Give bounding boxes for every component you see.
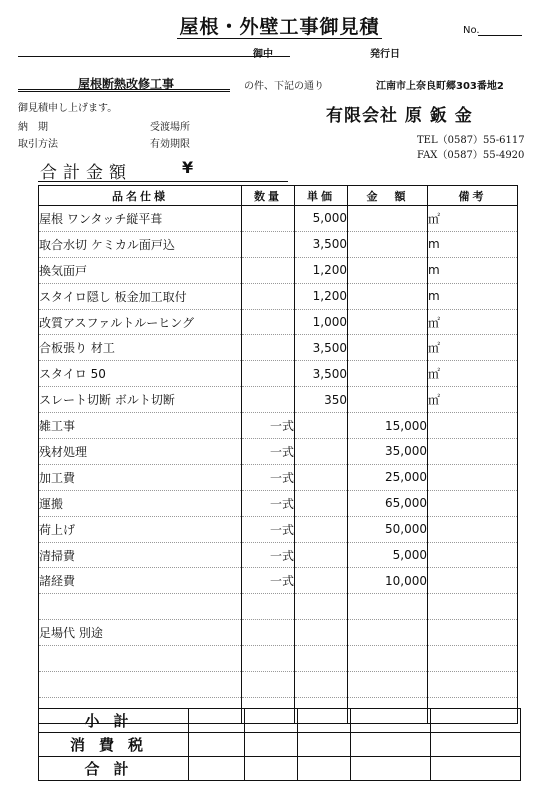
cell-price[interactable]: 3,500 (295, 231, 348, 257)
document-title: 屋根・外壁工事御見積 (179, 16, 380, 38)
table-row (39, 283, 518, 309)
cell-qty[interactable] (242, 309, 295, 335)
cell-price[interactable] (295, 542, 348, 568)
cell-name[interactable]: スタイロ 50 (39, 361, 242, 387)
cell-note[interactable] (428, 568, 518, 594)
subtotal-label: 小計 (39, 709, 189, 733)
table-row (39, 257, 518, 283)
cell-amount[interactable]: 10,000 (348, 568, 428, 594)
recipient-line[interactable] (18, 56, 290, 57)
cell-note[interactable] (428, 464, 518, 490)
cell-qty[interactable]: 一式 (242, 413, 295, 439)
table-row (39, 646, 518, 672)
cell-note[interactable]: ㎡ (428, 387, 518, 413)
total-amount-label: 合計金額 (40, 163, 132, 183)
cell-name[interactable]: 運搬 (39, 490, 242, 516)
subject-text: 屋根断熱改修工事 (78, 77, 175, 91)
cell-name[interactable] (39, 594, 242, 620)
cell-qty[interactable] (242, 620, 295, 646)
col-header-amount: 金 額 (348, 186, 428, 206)
cell-name[interactable] (39, 672, 242, 698)
number-label: No. (463, 25, 480, 36)
cell-price[interactable]: 3,500 (295, 335, 348, 361)
col-header-qty: 数量 (242, 186, 295, 206)
cell-name[interactable]: 換気面戸 (39, 257, 242, 283)
cell-note[interactable]: m (428, 283, 518, 309)
cell-note[interactable]: m (428, 231, 518, 257)
cell-qty[interactable]: 一式 (242, 542, 295, 568)
number-field[interactable] (478, 35, 522, 36)
table-row (39, 231, 518, 257)
cell-qty[interactable] (242, 231, 295, 257)
delivery-label: 納 期 (18, 122, 48, 133)
cell-qty[interactable] (242, 283, 295, 309)
col-header-price: 単価 (295, 186, 348, 206)
cell-amount[interactable]: 35,000 (348, 439, 428, 465)
grand-total-label: 合計 (39, 757, 189, 781)
company-address: 江南市上奈良町郷303番地2 (376, 81, 504, 92)
col-header-note: 備考 (428, 186, 518, 206)
cell-amount[interactable] (348, 257, 428, 283)
table-row (39, 387, 518, 413)
validity-label: 有効期限 (150, 139, 190, 150)
cell-price[interactable] (295, 646, 348, 672)
table-row (39, 620, 518, 646)
cell-name[interactable]: 改質アスファルトルーヒング (39, 309, 242, 335)
subject-suffix: の件、下記の通り (244, 81, 324, 92)
cell-price[interactable]: 5,000 (295, 206, 348, 232)
cell-amount[interactable] (348, 646, 428, 672)
grand-total-value[interactable] (351, 757, 431, 781)
payment-label: 取引方法 (18, 139, 58, 150)
cell-price[interactable] (295, 594, 348, 620)
cell-price[interactable]: 350 (295, 387, 348, 413)
cell-price[interactable] (295, 516, 348, 542)
subtotal-value[interactable] (351, 709, 431, 733)
cell-amount[interactable] (348, 594, 428, 620)
summary-table (38, 708, 521, 781)
cell-note[interactable]: m (428, 257, 518, 283)
cell-qty[interactable]: 一式 (242, 490, 295, 516)
cell-note[interactable] (428, 542, 518, 568)
table-row (39, 335, 518, 361)
cell-amount[interactable]: 25,000 (348, 464, 428, 490)
table-row (39, 672, 518, 698)
cell-amount[interactable] (348, 231, 428, 257)
cell-note[interactable] (428, 516, 518, 542)
onchu-label: 御中 (253, 49, 273, 60)
cell-qty[interactable] (242, 387, 295, 413)
cell-note[interactable] (428, 594, 518, 620)
cell-amount[interactable]: 15,000 (348, 413, 428, 439)
cell-amount[interactable]: 65,000 (348, 490, 428, 516)
cell-name[interactable] (39, 646, 242, 672)
cell-name[interactable]: 残材処理 (39, 439, 242, 465)
table-row (39, 413, 518, 439)
cell-name[interactable]: 取合水切 ケミカル面戸込 (39, 231, 242, 257)
table-row (39, 542, 518, 568)
cell-qty[interactable] (242, 646, 295, 672)
cell-price[interactable] (295, 568, 348, 594)
cell-note[interactable] (428, 672, 518, 698)
cell-amount[interactable] (348, 361, 428, 387)
cell-amount[interactable] (348, 309, 428, 335)
cell-amount[interactable] (348, 206, 428, 232)
cell-name[interactable]: 荷上げ (39, 516, 242, 542)
cell-note[interactable]: ㎡ (428, 309, 518, 335)
cell-name[interactable]: 清掃費 (39, 542, 242, 568)
table-row (39, 594, 518, 620)
tax-value[interactable] (351, 733, 431, 757)
table-row (39, 568, 518, 594)
cell-amount[interactable] (348, 620, 428, 646)
cell-qty[interactable]: 一式 (242, 516, 295, 542)
table-row (39, 206, 518, 232)
cell-price[interactable] (295, 413, 348, 439)
cell-price[interactable]: 1,200 (295, 257, 348, 283)
table-row (39, 439, 518, 465)
total-amount-field[interactable] (38, 181, 288, 182)
cell-qty[interactable] (242, 257, 295, 283)
table-row (39, 464, 518, 490)
cell-note[interactable]: ㎡ (428, 361, 518, 387)
cell-name[interactable]: 足場代 別途 (39, 620, 242, 646)
cell-note[interactable] (428, 439, 518, 465)
table-row (39, 309, 518, 335)
cell-price[interactable]: 3,500 (295, 361, 348, 387)
company-name: 有限会社 原 鈑 金 (326, 106, 473, 126)
company-tel: TEL（0587）55-6117 (417, 135, 525, 146)
cell-qty[interactable] (242, 335, 295, 361)
col-header-name: 品名仕様 (39, 186, 242, 206)
cell-name[interactable]: 合板張り 材工 (39, 335, 242, 361)
cell-name[interactable]: スタイロ隠し 板金加工取付 (39, 283, 242, 309)
estimate-table (38, 185, 518, 724)
cell-amount[interactable] (348, 672, 428, 698)
delivery-place-label: 受渡場所 (150, 122, 190, 133)
cell-price[interactable] (295, 620, 348, 646)
cell-note[interactable]: ㎡ (428, 335, 518, 361)
cell-name[interactable]: スレート切断 ボルト切断 (39, 387, 242, 413)
cell-note[interactable] (428, 490, 518, 516)
cell-qty[interactable] (242, 594, 295, 620)
tax-row (39, 733, 521, 757)
tax-label: 消費税 (39, 733, 189, 757)
cell-qty[interactable]: 一式 (242, 439, 295, 465)
cell-note[interactable] (428, 413, 518, 439)
cell-name[interactable]: 加工費 (39, 464, 242, 490)
cell-price[interactable] (295, 490, 348, 516)
cell-note[interactable] (428, 646, 518, 672)
cell-qty[interactable] (242, 672, 295, 698)
cell-amount[interactable] (348, 283, 428, 309)
subtotal-row (39, 709, 521, 733)
cell-price[interactable]: 1,000 (295, 309, 348, 335)
cell-name[interactable]: 屋根 ワンタッチ縦平葺 (39, 206, 242, 232)
cell-qty[interactable] (242, 206, 295, 232)
issue-date-label: 発行日 (370, 49, 400, 60)
table-row (39, 490, 518, 516)
table-header-row (39, 186, 518, 206)
company-fax: FAX（0587）55-4920 (417, 150, 525, 161)
cell-amount[interactable]: 50,000 (348, 516, 428, 542)
cell-note[interactable] (428, 620, 518, 646)
cell-amount[interactable] (348, 387, 428, 413)
cell-qty[interactable] (242, 361, 295, 387)
table-row (39, 361, 518, 387)
table-row (39, 516, 518, 542)
cell-name[interactable]: 雑工事 (39, 413, 242, 439)
cell-qty[interactable]: 一式 (242, 568, 295, 594)
cell-amount[interactable] (348, 335, 428, 361)
yen-sign: ¥ (182, 158, 194, 177)
grand-total-row (39, 757, 521, 781)
cell-price[interactable] (295, 672, 348, 698)
cell-price[interactable] (295, 439, 348, 465)
cell-amount[interactable]: 5,000 (348, 542, 428, 568)
cell-name[interactable]: 諸経費 (39, 568, 242, 594)
cell-price[interactable] (295, 464, 348, 490)
cell-qty[interactable]: 一式 (242, 464, 295, 490)
greeting-text: 御見積申し上げます。 (18, 103, 118, 114)
cell-note[interactable]: ㎡ (428, 206, 518, 232)
cell-price[interactable]: 1,200 (295, 283, 348, 309)
